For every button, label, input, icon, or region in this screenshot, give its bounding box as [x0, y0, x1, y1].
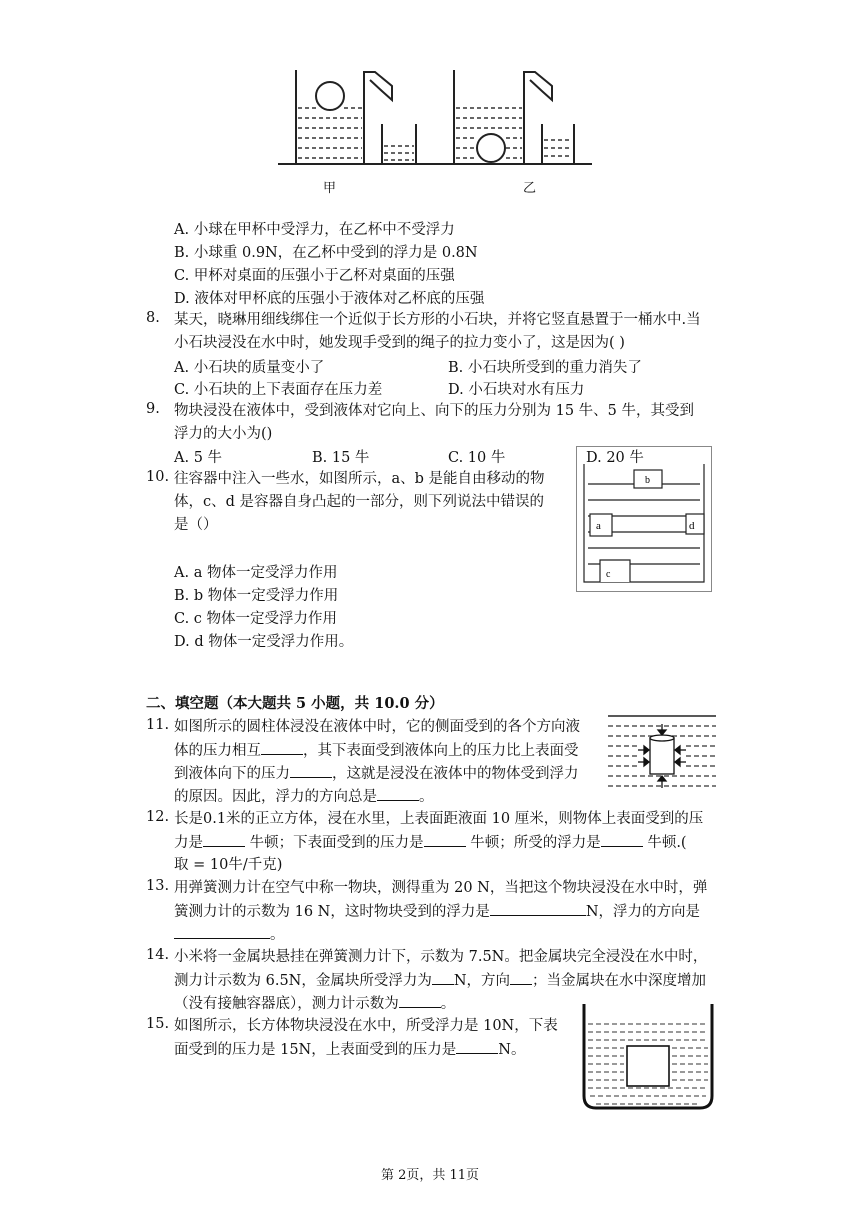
figure-label-yi: 乙	[523, 181, 537, 196]
q11-stem-line2: 体的压力相互 ，其下表面受到液体向上的压力比上表面受	[174, 740, 579, 761]
q14-stem-line3: （没有接触容器底），测力计示数为 。	[174, 993, 455, 1014]
q8-stem-line2: 小石块浸没在水中时，她发现手受到的绳子的拉力变小了，这是因为( )	[174, 335, 625, 351]
q10-option-b: B. b 物体一定受浮力作用	[174, 588, 339, 604]
q7-option-b: B. 小球重 0.9N，在乙杯中受到的浮力是 0.8N	[174, 245, 478, 261]
q7-option-c: C. 甲杯对桌面的压强小于乙杯对桌面的压强	[174, 268, 455, 284]
q11-blank-3[interactable]	[377, 786, 419, 801]
q10-option-c: C. c 物体一定受浮力作用	[174, 611, 338, 627]
q10-stem-line3: 是（）	[174, 517, 218, 533]
q15-stem-line1: 如图所示，长方体物块浸没在水中，所受浮力是 10N，下表	[174, 1018, 558, 1034]
q9-stem-line2: 浮力的大小为()	[174, 426, 273, 442]
q10-stem-line1: 往容器中注入一些水，如图所示，a、b 是能自由移动的物	[174, 471, 545, 487]
q11-number: 11.	[146, 717, 170, 733]
q11-cylinder-figure	[608, 714, 716, 796]
q9-option-b: B. 15 牛	[312, 450, 370, 466]
q14-blank-3[interactable]	[399, 993, 441, 1008]
q10-option-a: A. a 物体一定受浮力作用	[174, 565, 338, 581]
q12-blank-2[interactable]	[424, 832, 466, 847]
q8-stem-line1: 某天，晓琳用细线绑住一个近似于长方形的小石块，并将它竖直悬置于一桶水中.当	[174, 312, 701, 328]
q10-stem-line2: 体，c、d 是容器自身凸起的一部分，则下列说法中错误的	[174, 494, 545, 510]
q12-stem-line2: 力是 牛顿；下表面受到的压力是 牛顿；所受的浮力是 牛顿.(	[174, 832, 687, 853]
q12-blank-3[interactable]	[601, 832, 643, 847]
page-footer: 第 2页，共 11页	[380, 1168, 480, 1183]
q8-option-b: B. 小石块所受到的重力消失了	[448, 360, 642, 376]
q11-stem-line1: 如图所示的圆柱体浸没在液体中时，它的侧面受到的各个方向液	[174, 719, 580, 735]
figure-label-jia: 甲	[323, 181, 337, 196]
q11-stem-line4: 的原因。因此，浮力的方向总是 。	[174, 786, 434, 807]
q10-label-d: d	[689, 520, 695, 532]
q13-stem-line2: 簧测力计的示数为 16 N，这时物块受到的浮力是 N，浮力的方向是	[174, 901, 700, 922]
q11-blank-1[interactable]	[261, 740, 303, 755]
q10-label-a: a	[596, 520, 601, 532]
q11-blank-2[interactable]	[290, 763, 332, 778]
q14-stem-line1: 小米将一金属块悬挂在弹簧测力计下，示数为 7.5N。把金属块完全浸没在水中时，	[174, 949, 708, 965]
q13-stem-line1: 用弹簧测力计在空气中称一物块，测得重为 20 N，当把这个物块浸没在水中时，弹	[174, 880, 708, 896]
q10-option-d: D. d 物体一定受浮力作用。	[174, 634, 354, 650]
q14-stem-line2: 测力计示数为 6.5N，金属块所受浮力为 N，方向 ；当金属块在水中深度增加	[174, 970, 706, 991]
q13-stem-line3: 。	[174, 924, 285, 945]
q13-blank-2[interactable]	[174, 924, 270, 939]
q13-blank-1[interactable]	[490, 901, 586, 916]
q10-label-c: c	[606, 569, 611, 580]
q15-tank-figure	[580, 1004, 716, 1112]
q14-blank-2[interactable]	[510, 970, 532, 985]
q11-stem-line3: 到液体向下的压力 ，这就是浸没在液体中的物体受到浮力	[174, 763, 579, 784]
q12-stem-line3: 取 = 10牛/千克)	[174, 857, 283, 873]
q8-number: 8.	[146, 310, 160, 326]
q12-blank-1[interactable]	[203, 832, 245, 847]
q9-option-d: D. 20 牛	[586, 450, 644, 466]
q15-blank-1[interactable]	[456, 1039, 498, 1054]
q8-option-c: C. 小石块的上下表面存在压力差	[174, 382, 383, 398]
q12-number: 12.	[146, 809, 170, 825]
q14-blank-1[interactable]	[432, 970, 454, 985]
q8-option-d: D. 小石块对水有压力	[448, 382, 585, 398]
q10-label-b: b	[645, 475, 650, 486]
q7-option-d: D. 液体对甲杯底的压强小于液体对乙杯底的压强	[174, 291, 485, 307]
section2-title: 二、填空题（本大题共 5 小题，共 10.0 分）	[146, 695, 444, 712]
q15-stem-line2: 面受到的压力是 15N，上表面受到的压力是 N。	[174, 1039, 525, 1060]
q12-stem-line1: 长是0.1米的正立方体，浸在水里，上表面距液面 10 厘米，则物体上表面受到的压	[174, 811, 704, 827]
q14-number: 14.	[146, 947, 170, 963]
q13-number: 13.	[146, 878, 170, 894]
q9-stem-line1: 物块浸没在液体中，受到液体对它向上、向下的压力分别为 15 牛、5 牛，其受到	[174, 403, 695, 419]
q9-option-c: C. 10 牛	[448, 450, 506, 466]
q15-number: 15.	[146, 1016, 170, 1032]
q9-number: 9.	[146, 401, 160, 417]
q7-option-a: A. 小球在甲杯中受浮力，在乙杯中不受浮力	[174, 222, 455, 238]
q10-container-figure	[576, 446, 712, 594]
figure-cups	[0, 0, 860, 200]
q10-number: 10.	[146, 469, 170, 485]
q8-option-a: A. 小石块的质量变小了	[174, 360, 325, 376]
q9-option-a: A. 5 牛	[174, 450, 223, 466]
